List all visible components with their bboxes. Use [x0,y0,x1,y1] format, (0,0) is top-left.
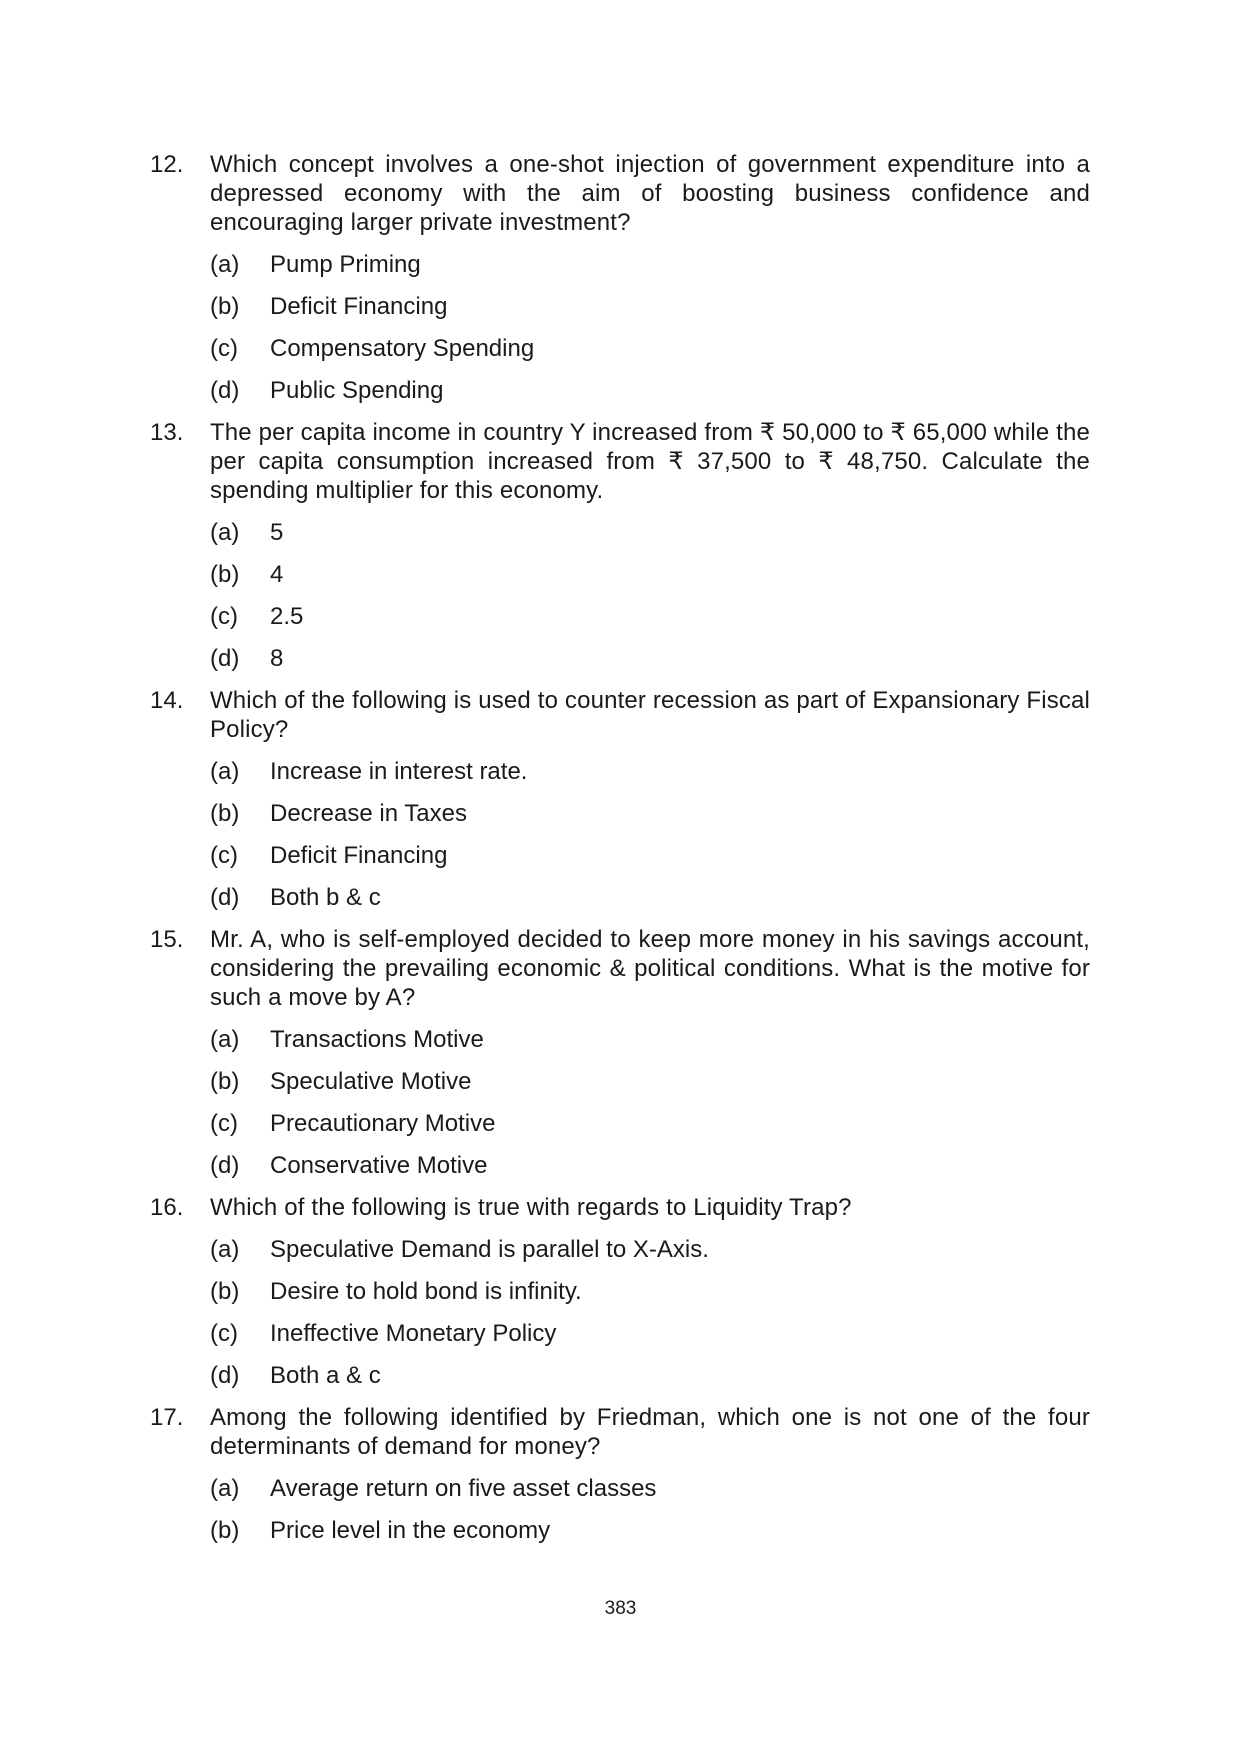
option-label: (c) [210,1110,238,1137]
option-label: (b) [210,561,240,588]
option-a [210,250,1090,279]
question-list [150,150,1090,1558]
option-text: 2.5 [270,603,304,630]
option-text: Conservative Motive [270,1152,488,1179]
option-text: 8 [270,645,284,672]
question-number: 14. [150,687,184,714]
option-list [210,757,1090,912]
question-number: 12. [150,151,184,178]
option-text: Ineffective Monetary Policy [270,1320,557,1347]
question-number: 16. [150,1194,184,1221]
option-text: Price level in the economy [270,1517,551,1544]
question-text: Which concept involves a one-shot injection of government expenditure into a depressed economy with the aim of boosting business confidence and encouraging larger private investment? [210,151,1090,236]
option-list [210,1235,1090,1390]
option-a [210,1025,1090,1054]
question-17 [150,1403,1090,1545]
option-text: Decrease in Taxes [270,800,467,827]
question-16 [150,1193,1090,1390]
option-label: (c) [210,1320,238,1347]
option-label: (a) [210,1236,240,1263]
option-label: (b) [210,293,240,320]
option-label: (d) [210,1152,240,1179]
question-14 [150,686,1090,912]
option-text: Precautionary Motive [270,1110,496,1137]
question-text: Mr. A, who is self-employed decided to keep more money in his savings account, considering the prevailing economic & political conditions. What is the motive for such a move by A? [210,926,1090,1011]
option-label: (c) [210,335,238,362]
option-a [210,518,1090,547]
question-text: The per capita income in country Y increased from ₹ 50,000 to ₹ 65,000 while the per capita consumption increased from ₹ 37,500 to ₹ 48,750. Calculate the spending multiplier for this economy. [210,419,1090,504]
option-text: Speculative Demand is parallel to X-Axis. [270,1236,709,1263]
option-d [210,1151,1090,1180]
option-c [210,1109,1090,1138]
option-list [210,518,1090,673]
option-b [210,560,1090,589]
option-text: Public Spending [270,377,444,404]
option-c [210,334,1090,363]
option-label: (a) [210,758,240,785]
option-label: (a) [210,1026,240,1053]
option-label: (a) [210,1475,240,1502]
option-c [210,841,1090,870]
option-label: (b) [210,800,240,827]
question-text: Which of the following is used to counter recession as part of Expansionary Fiscal Policy? [210,687,1090,743]
option-text: Average return on five asset classes [270,1475,657,1502]
option-list [210,1474,1090,1545]
option-text: Pump Priming [270,251,421,278]
option-c [210,602,1090,631]
option-label: (b) [210,1068,240,1095]
option-d [210,1361,1090,1390]
option-a [210,1474,1090,1503]
option-text: Both a & c [270,1362,381,1389]
option-text: Desire to hold bond is infinity. [270,1278,582,1305]
question-15 [150,925,1090,1180]
option-label: (c) [210,603,238,630]
page-number: 383 [604,1598,637,1619]
option-label: (d) [210,645,240,672]
option-b [210,1277,1090,1306]
question-text: Among the following identified by Friedman, which one is not one of the four determinants of demand for money? [210,1404,1090,1460]
option-label: (a) [210,251,240,278]
option-text: Speculative Motive [270,1068,472,1095]
option-label: (a) [210,519,240,546]
option-text: Deficit Financing [270,293,448,320]
question-number: 15. [150,926,184,953]
option-text: Compensatory Spending [270,335,535,362]
option-b [210,1067,1090,1096]
option-label: (c) [210,842,238,869]
option-a [210,757,1090,786]
option-d [210,644,1090,673]
option-text: Deficit Financing [270,842,448,869]
question-13 [150,418,1090,673]
question-number: 17. [150,1404,184,1431]
option-text: Transactions Motive [270,1026,484,1053]
option-b [210,1516,1090,1545]
option-label: (b) [210,1278,240,1305]
option-label: (d) [210,884,240,911]
option-a [210,1235,1090,1264]
option-label: (d) [210,377,240,404]
question-12 [150,150,1090,405]
option-list [210,250,1090,405]
option-text: Both b & c [270,884,381,911]
option-c [210,1319,1090,1348]
option-b [210,799,1090,828]
option-d [210,883,1090,912]
option-label: (d) [210,1362,240,1389]
option-text: Increase in interest rate. [270,758,528,785]
option-text: 4 [270,561,284,588]
question-number: 13. [150,419,184,446]
option-d [210,376,1090,405]
question-text: Which of the following is true with regards to Liquidity Trap? [210,1194,852,1221]
option-text: 5 [270,519,284,546]
option-label: (b) [210,1517,240,1544]
option-b [210,292,1090,321]
option-list [210,1025,1090,1180]
